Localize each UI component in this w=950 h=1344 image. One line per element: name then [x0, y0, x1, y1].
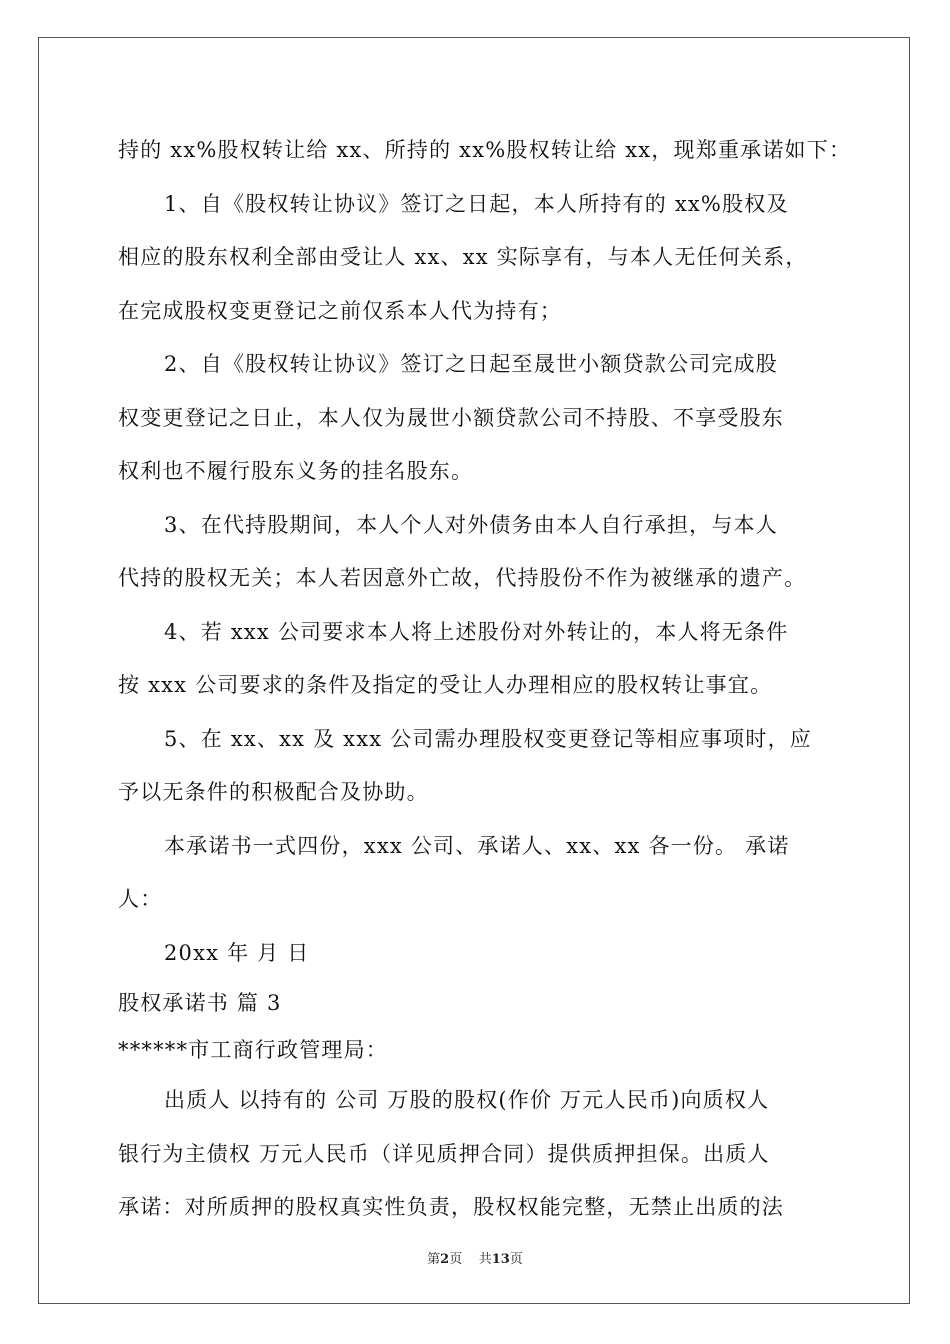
section-heading: 股权承诺书 篇 3: [118, 991, 282, 1015]
document-body: [118, 124, 852, 1235]
clause-1-line: 1、自《股权转让协议》签订之日起，本人所持有的 xx%股权及: [164, 191, 789, 216]
page-suffix: 页: [449, 1252, 463, 1267]
clause-5-line: 予以无条件的积极配合及协助。: [118, 780, 429, 804]
clause-1-line: 在完成股权变更登记之前仅系本人代为持有；: [118, 298, 562, 323]
page-footer: [0, 1248, 950, 1267]
pledge-paragraph-line: 出质人 以持有的 公司 万股的股权(作价 万元人民币)向质权人: [164, 1088, 770, 1112]
page-prefix: 第: [427, 1252, 441, 1267]
page-number: 2: [440, 1252, 450, 1267]
total-pages: 13: [491, 1252, 510, 1267]
clause-5-line: 5、在 xx、xx 及 xxx 公司需办理股权变更登记等相应事项时，应: [164, 726, 812, 751]
pledge-paragraph-line: 承诺：对所质押的股权真实性负责，股权权能完整，无禁止出质的法: [118, 1195, 784, 1219]
clause-2-line: 2、自《股权转让协议》签订之日起至晟世小额贷款公司完成股: [164, 352, 778, 376]
signatory-label: 人：: [118, 887, 163, 911]
clause-4-line: 按 xxx 公司要求的条件及指定的受让人办理相应的股权转让事宜。: [118, 673, 773, 697]
clause-1-line: 相应的股东权利全部由受让人 xx、xx 实际享有，与本人无任何关系，: [118, 245, 808, 269]
clause-2-line: 权变更登记之日止，本人仅为晟世小额贷款公司不持股、不享受股东: [118, 405, 784, 430]
clause-3-line: 代持的股权无关；本人若因意外亡故，代持股份不作为被继承的遗产。: [118, 566, 807, 590]
total-prefix: 共: [478, 1252, 492, 1267]
clause-3-line: 3、在代持股期间，本人个人对外债务由本人自行承担，与本人: [164, 512, 778, 537]
clause-2-line: 权利也不履行股东义务的挂名股东。: [118, 459, 474, 483]
total-suffix: 页: [509, 1252, 523, 1267]
pledge-paragraph-line: 银行为主债权 万元人民币（详见质押合同）提供质押担保。出质人: [118, 1141, 770, 1166]
date-line: 20xx 年 月 日: [164, 940, 310, 965]
addressee-line: ******市工商行政管理局：: [118, 1038, 388, 1062]
paragraph-line: 持的 xx%股权转让给 xx、所持的 xx%股权转让给 xx，现郑重承诺如下：: [118, 138, 852, 162]
clause-4-line: 4、若 xxx 公司要求本人将上述股份对外转让的，本人将无条件: [164, 619, 789, 644]
copies-statement-line: 本承诺书一式四份，xxx 公司、承诺人、xx、xx 各一份。 承诺: [164, 833, 790, 858]
